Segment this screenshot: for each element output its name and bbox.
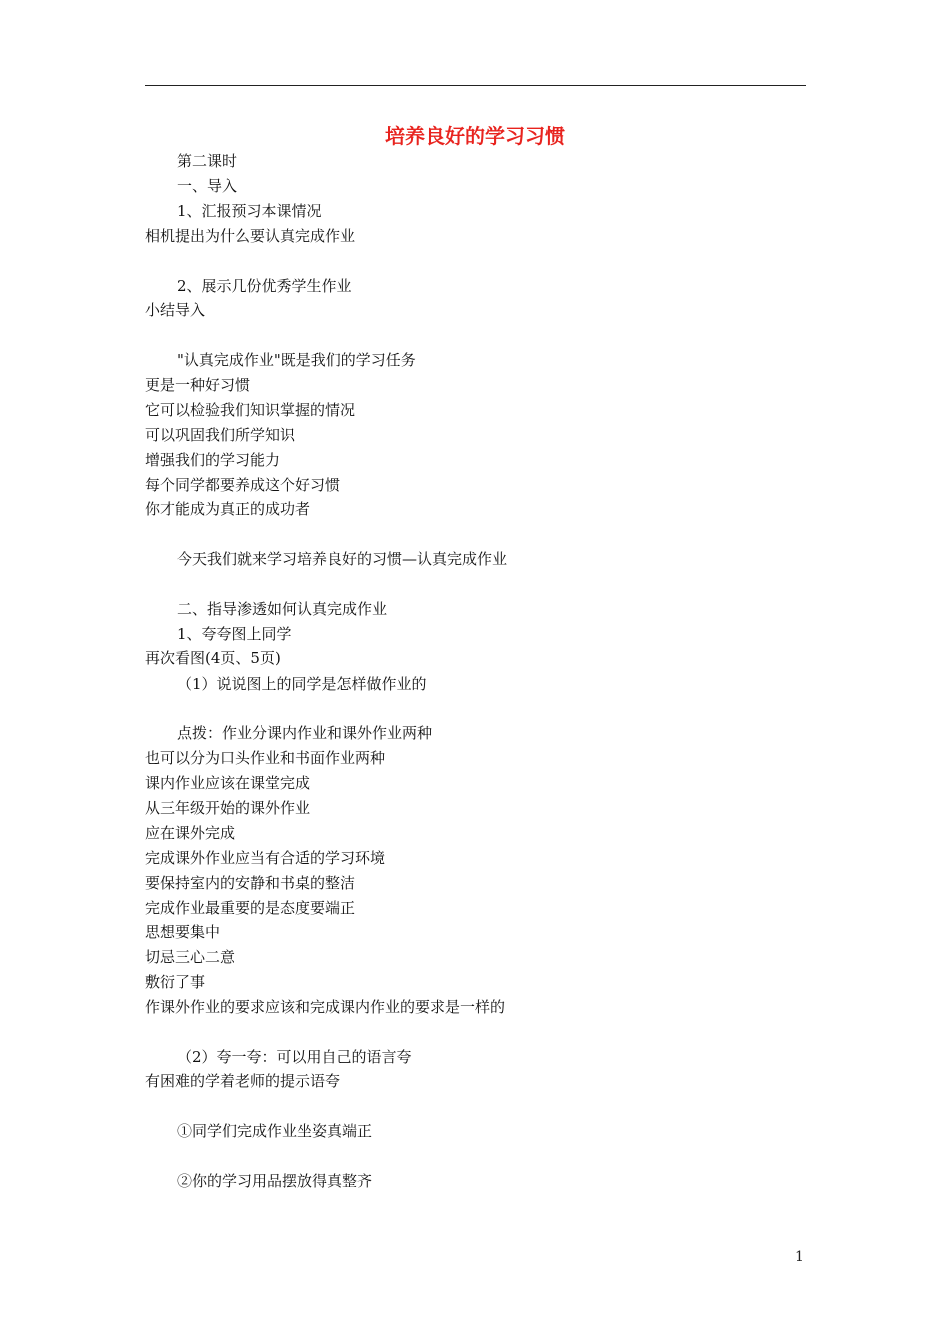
text-line: 作课外作业的要求应该和完成课内作业的要求是一样的 <box>145 998 506 1016</box>
text-line: （1）说说图上的同学是怎样做作业的 <box>177 675 427 693</box>
text-line: 2、展示几份优秀学生作业 <box>177 277 352 295</box>
header-rule <box>145 85 806 86</box>
text-line: 课内作业应该在课堂完成 <box>145 774 311 792</box>
text-line: 完成课外作业应当有合适的学习环境 <box>145 849 386 867</box>
text-line: "认真完成作业"既是我们的学习任务 <box>177 351 416 369</box>
text-line: 一、导入 <box>177 177 238 195</box>
text-line: 思想要集中 <box>145 923 221 941</box>
text-line: 点拨：作业分课内作业和课外作业两种 <box>177 724 433 742</box>
text-line: 完成作业最重要的是态度要端正 <box>145 899 356 917</box>
text-line: 也可以分为口头作业和书面作业两种 <box>145 749 386 767</box>
text-line: 应在课外完成 <box>145 824 236 842</box>
text-line: 小结导入 <box>145 301 206 319</box>
text-line: 有困难的学着老师的提示语夸 <box>145 1072 341 1090</box>
text-line: 敷衍了事 <box>145 973 206 991</box>
text-line: 增强我们的学习能力 <box>145 451 281 469</box>
text-line: 它可以检验我们知识掌握的情况 <box>145 401 356 419</box>
text-line: 每个同学都要养成这个好习惯 <box>145 476 341 494</box>
text-line: 第二课时 <box>177 152 238 170</box>
text-line: 今天我们就来学习培养良好的习惯—认真完成作业 <box>177 550 508 568</box>
text-line: 要保持室内的安静和书桌的整洁 <box>145 874 356 892</box>
text-line: 从三年级开始的课外作业 <box>145 799 311 817</box>
text-line: 1、夸夸图上同学 <box>177 625 292 643</box>
page-number: 1 <box>795 1249 804 1265</box>
text-line: 二、指导渗透如何认真完成作业 <box>177 600 388 618</box>
text-line: 你才能成为真正的成功者 <box>145 500 311 518</box>
document-title: 培养良好的学习习惯 <box>385 124 565 148</box>
text-line: （2）夸一夸：可以用自己的语言夸 <box>177 1048 412 1066</box>
text-line: 可以巩固我们所学知识 <box>145 426 296 444</box>
text-line: ①同学们完成作业坐姿真端正 <box>177 1122 373 1140</box>
text-line: 1、汇报预习本课情况 <box>177 202 322 220</box>
text-line: 切忌三心二意 <box>145 948 236 966</box>
text-line: 更是一种好习惯 <box>145 376 251 394</box>
text-line: 相机提出为什么要认真完成作业 <box>145 227 356 245</box>
text-line: ②你的学习用品摆放得真整齐 <box>177 1172 373 1190</box>
text-line: 再次看图(4页、5页) <box>145 649 281 667</box>
